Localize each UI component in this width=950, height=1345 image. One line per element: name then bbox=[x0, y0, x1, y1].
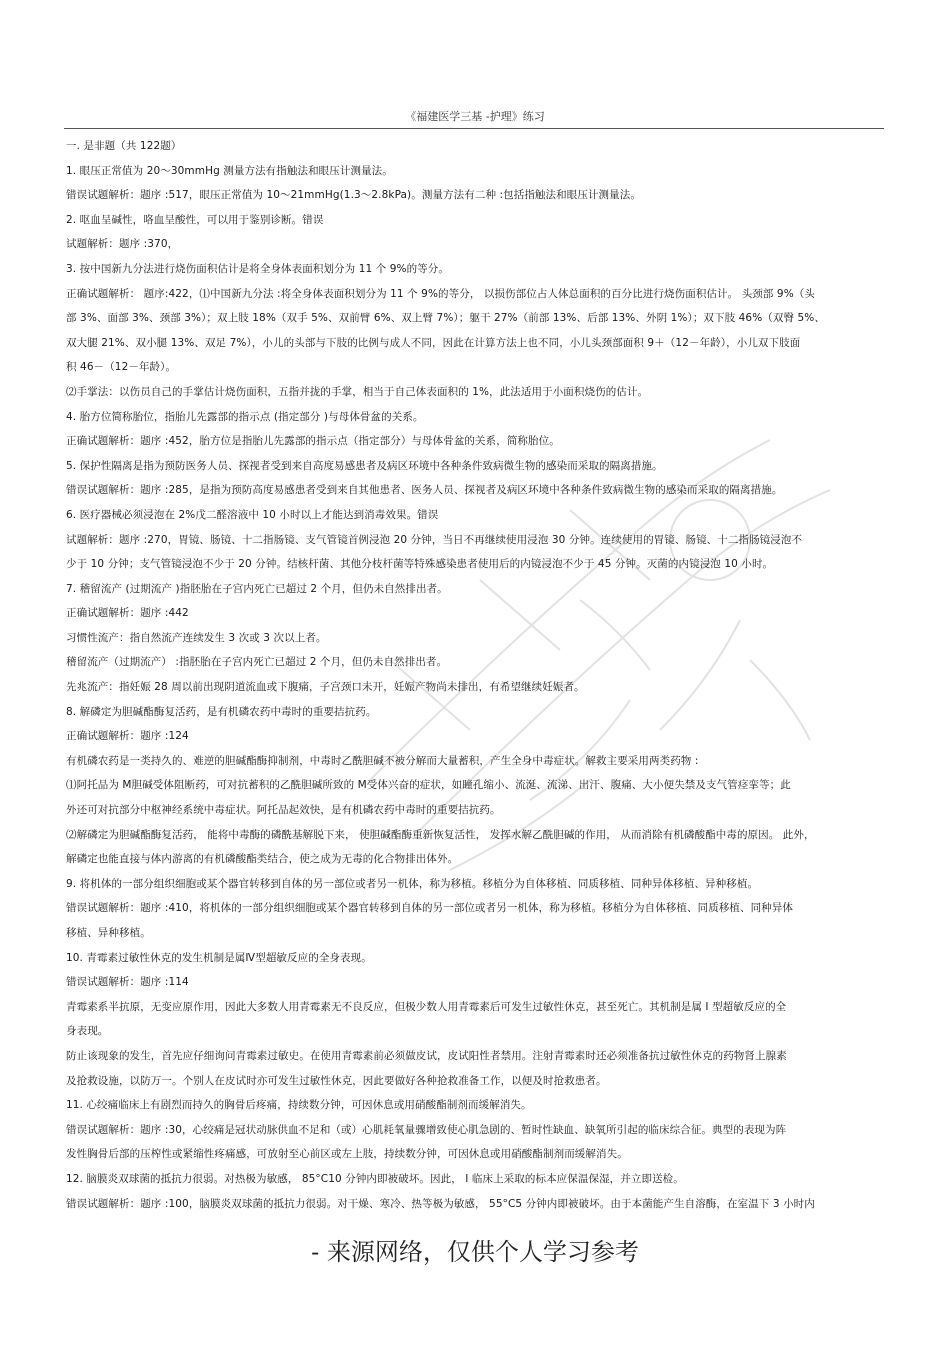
document-header: 《福建医学三基 -护理》练习 bbox=[405, 110, 545, 123]
text-line: 发性胸骨后部的压榨性或紧缩性疼痛感，可放射至心前区或左上肢，持续数分钟，可因休息或用硝酸酯制剂而缓解消失。 bbox=[66, 1148, 628, 1161]
text-line: 错误试题解析：题序 :100，脑膜炎双球菌的抵抗力很弱。对干燥、寒冷、热等极为敏感， 55°C5 分钟内即被破坏。由于本菌能产生自溶酶，在室温下 3 小时内 bbox=[66, 1197, 815, 1210]
text-line: 11. 心绞痛临床上有剧烈而持久的胸骨后疼痛，持续数分钟，可因休息或用硝酸酯制剂而缓解消失。 bbox=[66, 1099, 532, 1112]
header-rule bbox=[64, 128, 884, 129]
text-line: 部 3%、面部 3%、颈部 3%）；双上肢 18%（双手 5%、双前臂 6%、双上臂 7%）；躯干 27%（前部 13%、后部 13%、外阴 1%）；双下肢 46%（双臀 5%、 bbox=[66, 312, 825, 325]
text-line: 正确试题解析：题序 :452，胎方位是指胎儿先露部的指示点（指定部分）与母体骨盆的关系，简称胎位。 bbox=[66, 435, 560, 448]
text-line: 错误试题解析：题序 :410，将机体的一部分组织细胞或某个器官转移到自体的另一部位或者另一机体，称为移植。移植分为自体移植、同质移植、同种异体 bbox=[66, 902, 794, 915]
text-line: 5. 保护性隔离是指为预防医务人员、探视者受到来自高度易感患者及病区环境中各种条件致病微生物的感染而采取的隔离措施。 bbox=[66, 459, 663, 472]
text-line: 1. 眼压正常值为 20～30mmHg 测量方法有指触法和眼压计测量法。 bbox=[66, 164, 393, 177]
text-line: 12. 脑膜炎双球菌的抵抗力很弱。对热极为敏感， 85°C10 分钟内即被破坏。因此， Ⅰ 临床上采取的标本应保温保湿，并立即送检。 bbox=[66, 1172, 684, 1185]
text-line: 10. 青霉素过敏性休克的发生机制是属Ⅳ型超敏反应的全身表现。 bbox=[66, 951, 372, 964]
text-line: 防止该现象的发生，首先应仔细询问青霉素过敏史。在使用青霉素前必须做皮试，皮试阳性者禁用。注射青霉素时还必须准备抗过敏性休克的药物肾上腺素 bbox=[66, 1049, 787, 1062]
text-line: 正确试题解析：题序 :124 bbox=[66, 730, 189, 743]
text-line: 7. 稽留流产 (过期流产 )指胚胎在子宫内死亡已超过 2 个月，但仍未自然排出者。 bbox=[66, 582, 448, 595]
text-line: 6. 医疗器械必须浸泡在 2%戊二醛溶液中 10 小时以上才能达到消毒效果。错误 bbox=[66, 508, 439, 521]
text-line: 及抢救设施，以防万一。个别人在皮试时亦可发生过敏性休克，因此要做好各种抢救准备工作，以便及时抢救患者。 bbox=[66, 1074, 607, 1087]
text-line: 正确试题解析：题序 :442 bbox=[66, 607, 189, 620]
text-line: 4. 胎方位简称胎位，指胎儿先露部的指示点 (指定部分 )与母体骨盆的关系。 bbox=[66, 410, 424, 423]
text-line: 9. 将机体的一部分组织细胞或某个器官转移到自体的另一部位或者另一机体，称为移植。移植分为自体移植、同质移植、同种异体移植、异种移植。 bbox=[66, 877, 759, 890]
text-line: ⑵解磷定为胆碱酯酶复活药， 能将中毒酶的磷酰基解脱下来， 使胆碱酯酶重新恢复活性， 发挥水解乙酰胆碱的作用， 从而消除有机磷酸酯中毒的原因。 此外， bbox=[66, 828, 815, 841]
text-line: 2. 呕血呈碱性，咯血呈酸性，可以用于鉴别诊断。错误 bbox=[66, 213, 324, 226]
text-line: 双大腿 21%、双小腿 13%、双足 7%），小儿的头部与下肢的比例与成人不同，因此在计算方法上也不同，小儿头颈部面积 9＋（12－年龄），小儿双下肢面 bbox=[66, 336, 801, 349]
document-body bbox=[66, 134, 884, 1216]
text-line: 试题解析：题序 :370， bbox=[66, 238, 179, 251]
text-line: 解磷定也能直接与体内游离的有机磷酸酯类结合，使之成为无毒的化合物排出体外。 bbox=[66, 853, 459, 866]
text-line: 错误试题解析：题序 :517，眼压正常值为 10～21mmHg(1.3～2.8kPa)。测量方法有二种 :包括指触法和眼压计测量法。 bbox=[66, 189, 641, 202]
text-line: ⑵手掌法：以伤员自己的手掌估计烧伤面积，五指并拢的手掌，相当于自己体表面积的 1%，此法适用于小面积烧伤的估计。 bbox=[66, 385, 649, 398]
text-line: 一. 是非题（共 122题） bbox=[66, 140, 182, 152]
text-line: 身表现。 bbox=[66, 1025, 109, 1038]
text-line: 积 46－（12－年龄）。 bbox=[66, 361, 177, 374]
text-line: 3. 按中国新九分法进行烧伤面积估计是将全身体表面积划分为 11 个 9%的等分。 bbox=[66, 262, 449, 275]
text-line: 移植、异种移植。 bbox=[66, 927, 151, 939]
text-line: 错误试题解析：题序 :285，是指为预防高度易感患者受到来自其他患者、医务人员、探视者及病区环境中各种条件致病微生物的感染而采取的隔离措施。 bbox=[66, 484, 783, 497]
text-line: 少于 10 分钟；支气管镜浸泡不少于 20 分钟。结核杆菌、其他分枝杆菌等特殊感染患者使用后的内镜浸泡不少于 45 分钟。灭菌的内镜浸泡 10 小时。 bbox=[66, 558, 774, 571]
text-line: 青霉素系半抗原，无变应原作用，因此大多数人用青霉素无不良反应，但极少数人用青霉素后可发生过敏性休克，甚至死亡。其机制是属 Ⅰ 型超敏反应的全 bbox=[66, 1000, 787, 1013]
text-line: 先兆流产：指妊娠 28 周以前出现阴道流血或下腹痛，子宫颈口未开，妊娠产物尚未排出，有希望继续妊娠者。 bbox=[66, 681, 585, 694]
text-line: 稽留流产（过期流产） :指胚胎在子宫内死亡已超过 2 个月，但仍未自然排出者。 bbox=[66, 656, 448, 669]
text-line: 外还可对抗部分中枢神经系统中毒症状。阿托品起效快，是有机磷农药中毒时的重要拮抗药。 bbox=[66, 804, 501, 817]
text-line: 习惯性流产：指自然流产连续发生 3 次或 3 次以上者。 bbox=[66, 631, 327, 644]
text-line: 正确试题解析： 题序:422，⑴中国新九分法 :将全身体表面积划分为 11 个 9%的等分， 以损伤部位占人体总面积的百分比进行烧伤面积估计。 头颈部 9%（头 bbox=[66, 287, 815, 300]
source-footer: - 来源网络，仅供个人学习参考 bbox=[311, 1238, 639, 1266]
text-line: ⑴阿托品为 M胆碱受体阻断药，可对抗蓄积的乙酰胆碱所致的 M受体兴奋的症状，如瞳孔缩小、流涎、流涕、出汗、腹痛、大小便失禁及支气管痉挛等；此 bbox=[66, 779, 791, 792]
text-line: 试题解析：题序 :270，胃镜、肠镜、十二指肠镜、支气管镜首例浸泡 20 分钟，当日不再继续使用浸泡 30 分钟。连续使用的胃镜、肠镜、十二指肠镜浸泡不 bbox=[66, 533, 803, 546]
text-line: 错误试题解析：题序 :114 bbox=[66, 976, 189, 989]
text-line: 有机磷农药是一类持久的、难逆的胆碱酯酶抑制剂，中毒时乙酰胆碱不被分解而大量蓄积，产生全身中毒症状。解救主要采用两类药物 : bbox=[66, 754, 699, 767]
text-line: 错误试题解析：题序 :30，心绞痛是冠状动脉供血不足和（或）心肌耗氧量骤增致使心肌急剧的、暂时性缺血、缺氧所引起的临床综合征。典型的表现为阵 bbox=[66, 1123, 787, 1136]
text-line: 8. 解磷定为胆碱酯酶复活药，是有机磷农药中毒时的重要拮抗药。 bbox=[66, 705, 377, 718]
